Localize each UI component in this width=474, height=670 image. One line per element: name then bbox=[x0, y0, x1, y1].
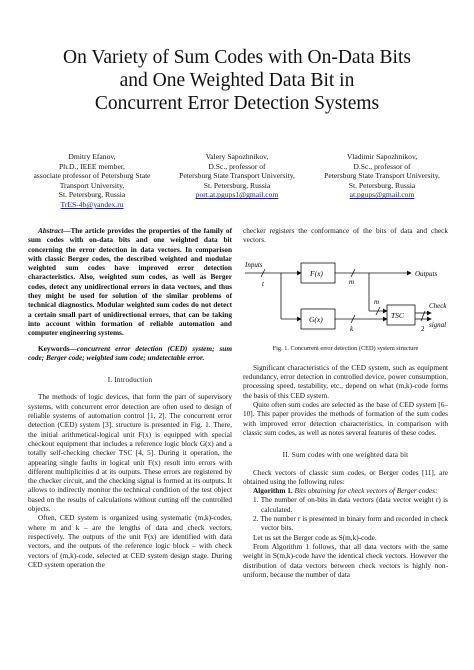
right-paragraph-1: Significant characteristics of the CED system, such as equipment redundancy, error detection in controlled device, power consumption, processing speed, testability, etc., depend on what (m,k)-code forms the basis of this CED system. bbox=[243, 362, 448, 400]
abstract-text: —The article provides the properties of the family of sum codes with on-data bits and one weighted data bit concerning the error detection in data vectors. In comparison with classic Berger codes, the described weighted and modular weighted sum codes have improved error detection characteristics. Also, weighted sum codes, as well as Berger codes, detect any unidirectional errors in data vectors, and thus they might be used for solution of the similar problems of technical diagnostics. Modular weighted sum codes do not detect a certain small part of unidirectional errors, that can be taking into account within formation of reliable automation and computer engineering systems. bbox=[28, 226, 232, 338]
keywords-text: —concurrent error detection (CED) system; sum code; Berger code; weighted sum code; undetectable error. bbox=[28, 343, 232, 362]
figure-label-signal: signal bbox=[429, 320, 447, 329]
right-paragraph-2: Quite often sum codes are selected as the base of CED system [6–10]. This paper provides the methods of formation of the sum codes with improved error detection characteristics, in comparison with classic sum codes, as well as notes several features of these codes. bbox=[243, 400, 448, 437]
intro-paragraph-2: Often, CED system is organized using systematic (m,k)-codes, where m and k – are the lengths of data and check vectors, respectively. The outputs of the unit F(x) are identified with data vectors, and the outputs of the reference logic block – with check vectors of (m,k)-code, selected at CED system design stage. During CED system operation the bbox=[28, 513, 232, 569]
author-email-link[interactable]: at.pgups@gmail.com bbox=[349, 190, 415, 200]
abstract bbox=[28, 226, 232, 338]
figure-label-fx: F(x) bbox=[310, 268, 323, 278]
title-line-1: On Variety of Sum Codes with On-Data Bits bbox=[63, 47, 411, 68]
keywords bbox=[28, 344, 232, 363]
algorithm-step-1: 1. The number of on-bits in data vectors (data vector weight r) is calculated. bbox=[253, 495, 448, 514]
paper-title bbox=[0, 46, 474, 115]
author-1 bbox=[22, 152, 162, 210]
author-affil-line: Ph.D., IEEE member, bbox=[59, 161, 125, 171]
author-affil-line: associate professor of Petersburg State bbox=[33, 171, 151, 181]
figure-label-gx: G(x) bbox=[309, 314, 323, 324]
figure-caption: Fig. 1. Concurrent error detection (CED) system structure bbox=[272, 344, 419, 352]
left-column bbox=[28, 226, 232, 569]
figure-label-tsc: TSC bbox=[391, 310, 404, 320]
author-affil-line: D.Sc., professor of bbox=[208, 161, 266, 171]
section-heading-introduction: I. Introduction bbox=[107, 376, 153, 385]
ced-structure-figure bbox=[243, 249, 448, 341]
title-line-3: Concurrent Error Detection Systems bbox=[94, 93, 380, 114]
algorithm-title-text: Bits obtaining for check vectors of Berger codes: bbox=[292, 486, 438, 496]
title-line-2: and One Weighted Data Bit in bbox=[119, 70, 355, 91]
figure-label-m-top: m bbox=[349, 277, 355, 286]
figure-label-2: 2 bbox=[421, 324, 425, 333]
author-2 bbox=[167, 152, 307, 200]
right-paragraph-0: checker registers the conformance of the bits of data and check vectors. bbox=[243, 226, 448, 245]
figure-label-t: t bbox=[262, 279, 264, 288]
figure-label-k: k bbox=[350, 324, 354, 333]
author-email-link[interactable]: TrES-4b@yandex.ru bbox=[60, 199, 124, 209]
algorithm-label: Algorithm 1. bbox=[253, 486, 293, 496]
author-name: Valery Sapozhnikov, bbox=[205, 152, 269, 161]
author-email-link[interactable]: port.at.pgups1@gmail.com bbox=[195, 190, 279, 200]
author-affil-line: Transport University, bbox=[59, 180, 125, 190]
author-name: Dmitry Efanov, bbox=[68, 152, 116, 161]
author-affil-line: St. Petersburg, Russia bbox=[58, 190, 126, 200]
figure-label-inputs: Inputs bbox=[245, 260, 263, 269]
author-affil-line: St. Petersburg, Russia bbox=[348, 180, 416, 190]
author-affil-line: St. Petersburg, Russia bbox=[203, 180, 271, 190]
figure-label-m-mid: m bbox=[374, 297, 380, 306]
intro-paragraph-1: The methods of logic devices, that form the part of supervisory systems, with concurrent error detection are often used to design of reliable systems of automation control [1, 2]. The concurrent error detection (CED) system [3]. structure is presented in Fig. 1. There, the initial arithmetical-logical unit F(x) is equipped with special checkout equipment that includes a reference logic block G(x) and a totally self-checking checker TSC [4, 5]. During it operation, the appearing single faults in logical unit F(x) result into errors with different multiplicities d at its outputs. These errors are registered by the checker circuit, and the checking signal is formed at its outputs. It allows to indirectly monitor the technical condition of the test object based on the results of calculations without cutting off the controlled objects. bbox=[28, 392, 232, 514]
right-paragraph-3: Check vectors of classic sum codes, or Berger codes [11], are obtained using the following rules: bbox=[243, 467, 448, 486]
abstract-label: Abstract bbox=[38, 226, 64, 235]
author-name: Vladimir Sapozhnikov, bbox=[346, 152, 418, 161]
keywords-label: Keywords bbox=[38, 343, 70, 353]
section-heading-sum-codes: II. Sum codes with one weighted data bit bbox=[282, 451, 409, 460]
algorithm-1-title bbox=[243, 486, 448, 495]
figure-label-check: Check bbox=[429, 301, 447, 310]
right-paragraph-5: From Algorithm 1 follows, that all data vectors with the same weight in S(m,k)-code have the identical check vectors. However the distribution of data vectors between check vectors is highly non-uniform, because the number of data bbox=[243, 541, 448, 579]
author-affil-line: Petersburg State Transport University, bbox=[324, 171, 440, 181]
algorithm-step-2: 2. The number r is presented in binary form and recorded in check vector bits. bbox=[253, 514, 448, 533]
figure-label-outputs: Outputs bbox=[415, 269, 438, 278]
author-3 bbox=[312, 152, 452, 200]
right-column bbox=[243, 226, 448, 579]
author-affil-line: D.Sc., professor of bbox=[353, 161, 411, 171]
right-paragraph-4: Let us set the Berger code as S(m,k)-code. bbox=[253, 532, 377, 542]
author-affil-line: Petersburg State Transport University, bbox=[179, 171, 295, 181]
